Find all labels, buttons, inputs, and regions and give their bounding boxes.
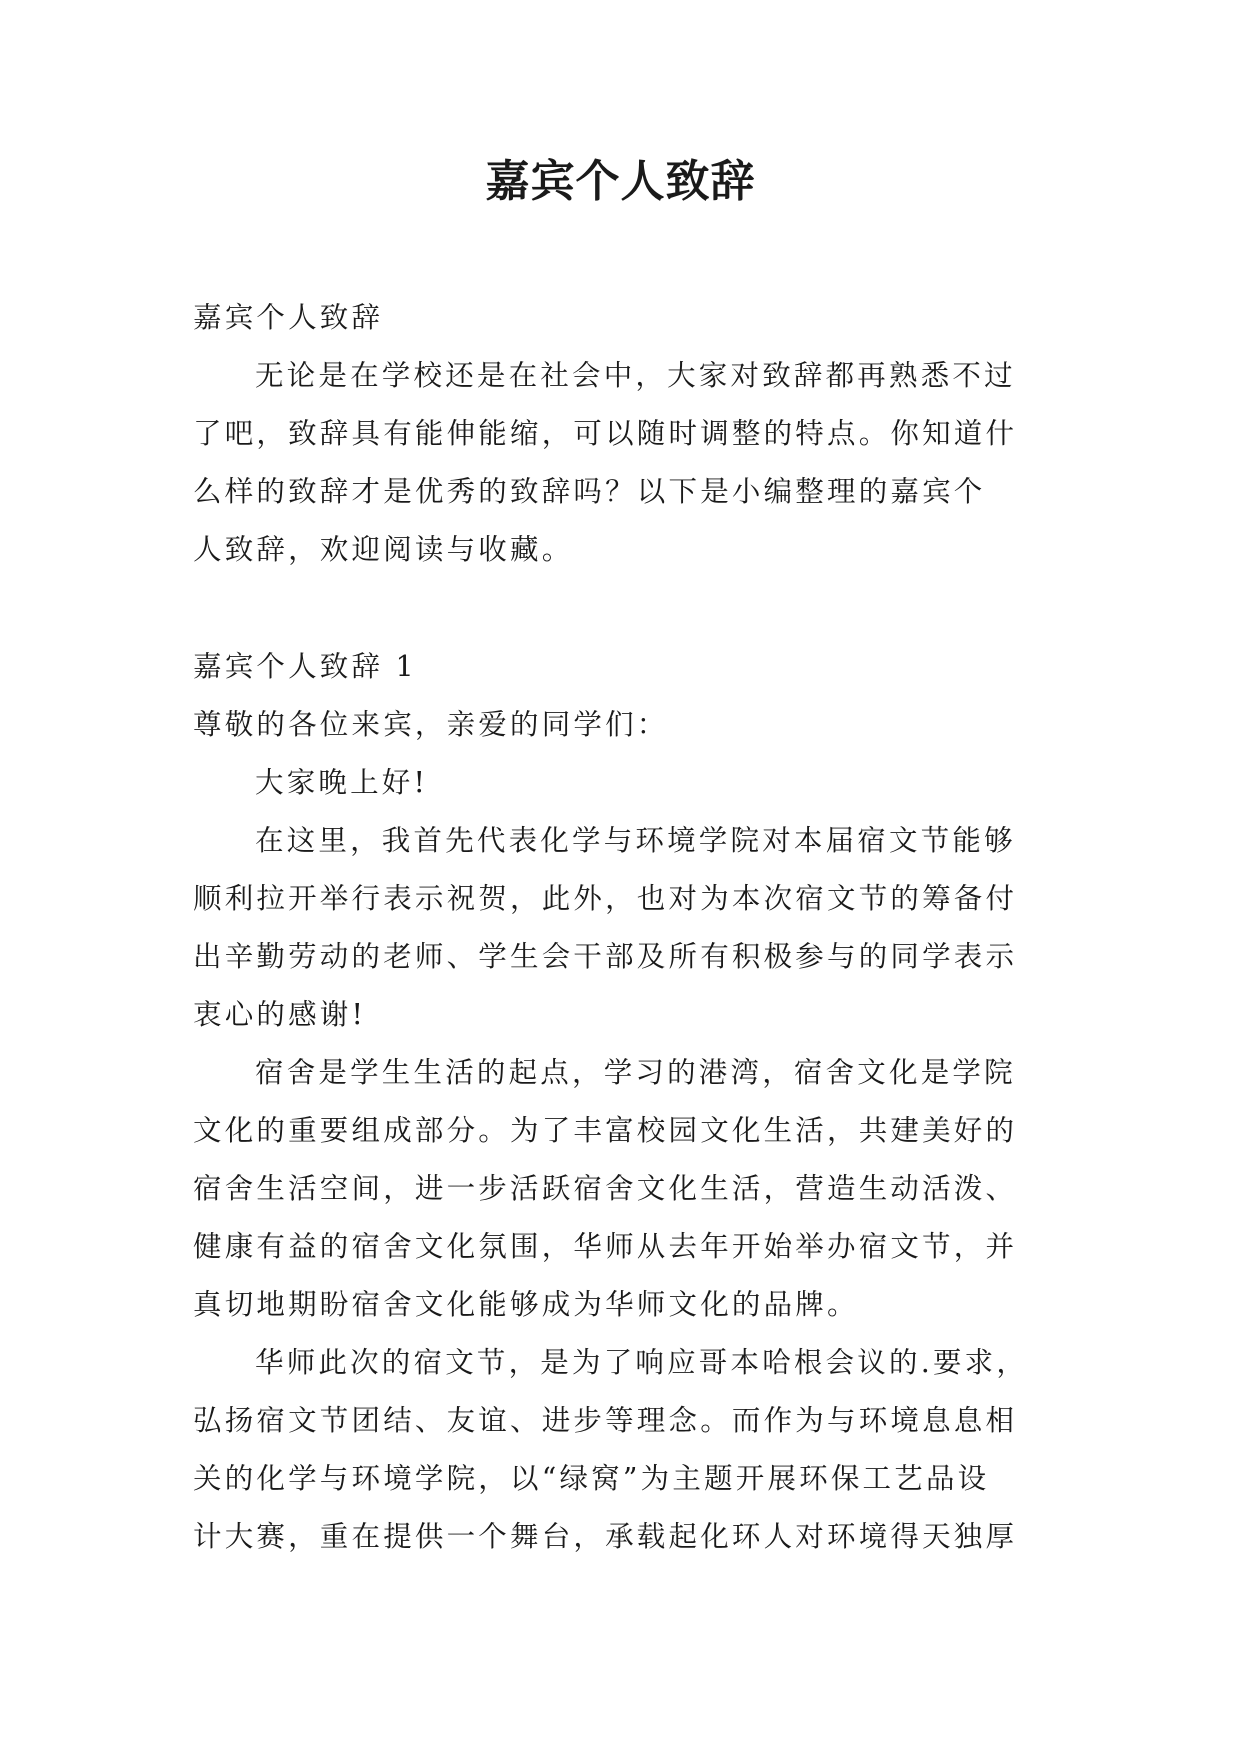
paragraph-line: 顺利拉开举行表示祝贺，此外，也对为本次宿文节的筹备付	[193, 882, 1018, 915]
intro-block	[193, 289, 1063, 579]
section-heading: 嘉宾个人致辞 1	[193, 650, 417, 683]
intro-line: 人致辞，欢迎阅读与收藏。	[193, 533, 574, 566]
paragraph-line: 宿舍是学生生活的起点，学习的港湾，宿舍文化是学院	[255, 1056, 1016, 1089]
paragraph-line: 弘扬宿文节团结、友谊、进步等理念。而作为与环境息息相	[193, 1404, 1018, 1437]
paragraph-line: 真切地期盼宿舍文化能够成为华师文化的品牌。	[193, 1288, 859, 1321]
intro-heading: 嘉宾个人致辞	[193, 301, 384, 334]
paragraph-line: 在这里，我首先代表化学与环境学院对本届宿文节能够	[255, 824, 1016, 857]
paragraph-line: 衷心的感谢!	[193, 998, 367, 1031]
paragraph-line: 出辛勤劳动的老师、学生会干部及所有积极参与的同学表示	[193, 940, 1018, 973]
intro-line: 么样的致辞才是优秀的致辞吗？以下是小编整理的嘉宾个	[193, 475, 986, 508]
paragraph-line: 关的化学与环境学院，以“绿窝”为主题开展环保工艺品设	[193, 1462, 990, 1495]
salutation: 尊敬的各位来宾，亲爱的同学们：	[193, 708, 669, 741]
paragraph-line: 健康有益的宿舍文化氛围，华师从去年开始举办宿文节，并	[193, 1230, 1018, 1263]
paragraph-line: 宿舍生活空间，进一步活跃宿舍文化生活，营造生动活泼、	[193, 1172, 1018, 1205]
document-title: 嘉宾个人致辞	[485, 156, 756, 207]
speech-block	[193, 638, 1063, 1566]
intro-line: 无论是在学校还是在社会中，大家对致辞都再熟悉不过	[255, 359, 1016, 392]
intro-line: 了吧，致辞具有能伸能缩，可以随时调整的特点。你知道什	[193, 417, 1018, 450]
paragraph-line: 华师此次的宿文节，是为了响应哥本哈根会议的.要求，	[255, 1346, 1029, 1379]
paragraph-line: 计大赛，重在提供一个舞台，承载起化环人对环境得天独厚	[193, 1520, 1018, 1553]
paragraph-line: 文化的重要组成部分。为了丰富校园文化生活，共建美好的	[193, 1114, 1018, 1147]
greeting: 大家晚上好!	[255, 766, 429, 799]
